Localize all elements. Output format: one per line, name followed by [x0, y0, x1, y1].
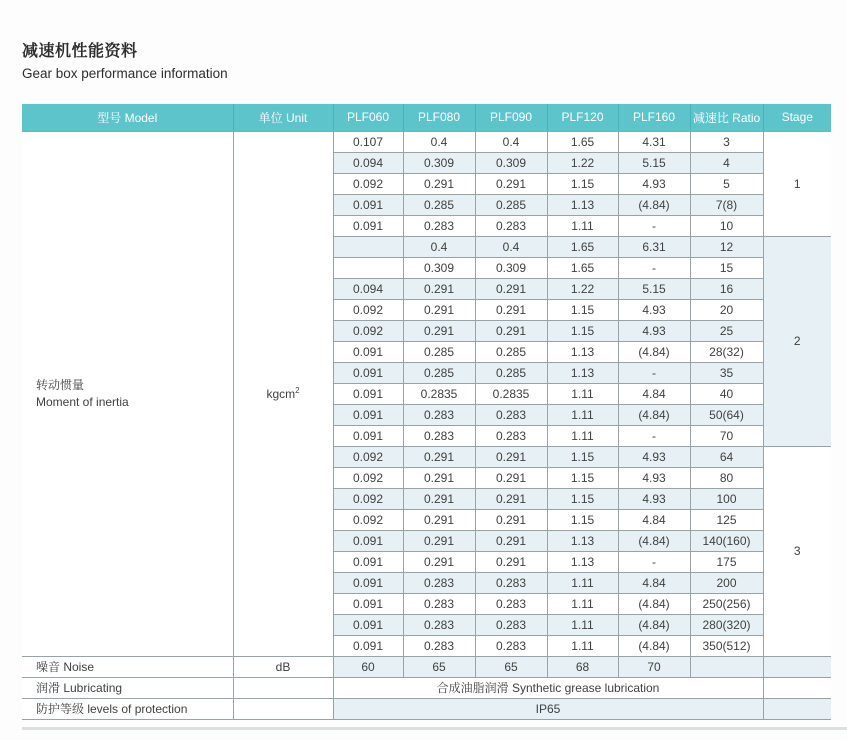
plf120-cell: 1.11: [547, 614, 618, 635]
ratio-cell: 280(320): [690, 614, 763, 635]
plf160-cell: 4.93: [618, 320, 690, 341]
plf060-cell: 0.092: [333, 488, 403, 509]
plf060-cell: 0.091: [333, 614, 403, 635]
header-plf080: PLF080: [403, 104, 475, 131]
plf080-cell: 0.291: [403, 320, 475, 341]
plf080-cell: 0.291: [403, 467, 475, 488]
plf120-cell: 1.13: [547, 194, 618, 215]
noise-value-plf080: 65: [403, 656, 475, 677]
ratio-cell: 28(32): [690, 341, 763, 362]
plf090-cell: 0.291: [475, 530, 547, 551]
plf060-cell: 0.091: [333, 572, 403, 593]
plf060-cell: [333, 257, 403, 278]
plf090-cell: 0.291: [475, 173, 547, 194]
plf160-cell: 4.31: [618, 131, 690, 152]
noise-value-plf120: 68: [547, 656, 618, 677]
plf160-cell: -: [618, 551, 690, 572]
plf090-cell: 0.291: [475, 488, 547, 509]
plf090-cell: 0.283: [475, 215, 547, 236]
plf160-cell: 4.93: [618, 467, 690, 488]
plf160-cell: -: [618, 215, 690, 236]
ratio-cell: 350(512): [690, 635, 763, 656]
plf060-cell: 0.091: [333, 194, 403, 215]
plf080-cell: 0.283: [403, 425, 475, 446]
noise-ratio-empty: [690, 656, 763, 677]
inertia-unit-cell: kgcm$^2$: [233, 131, 333, 656]
data-row: [22, 131, 831, 152]
plf120-cell: 1.11: [547, 425, 618, 446]
plf090-cell: 0.285: [475, 341, 547, 362]
ratio-cell: 5: [690, 173, 763, 194]
plf120-cell: 1.11: [547, 593, 618, 614]
plf120-cell: 1.11: [547, 383, 618, 404]
noise-row: [22, 656, 831, 677]
plf090-cell: 0.309: [475, 152, 547, 173]
plf090-cell: 0.283: [475, 404, 547, 425]
plf090-cell: 0.309: [475, 257, 547, 278]
plf120-cell: 1.65: [547, 236, 618, 257]
plf080-cell: 0.291: [403, 488, 475, 509]
plf060-cell: 0.091: [333, 404, 403, 425]
plf090-cell: 0.283: [475, 635, 547, 656]
protection-row: [22, 698, 831, 719]
plf160-cell: (4.84): [618, 404, 690, 425]
plf160-cell: -: [618, 257, 690, 278]
plf120-cell: 1.22: [547, 278, 618, 299]
plf160-cell: (4.84): [618, 194, 690, 215]
plf160-cell: 5.15: [618, 152, 690, 173]
plf160-cell: 4.93: [618, 173, 690, 194]
plf160-cell: -: [618, 362, 690, 383]
plf090-cell: 0.283: [475, 425, 547, 446]
plf090-cell: 0.291: [475, 446, 547, 467]
plf080-cell: 0.283: [403, 614, 475, 635]
header-stage: Stage: [763, 104, 831, 131]
ratio-cell: 7(8): [690, 194, 763, 215]
plf090-cell: 0.291: [475, 320, 547, 341]
bottom-rule: [22, 727, 847, 730]
plf090-cell: 0.291: [475, 467, 547, 488]
plf120-cell: 1.15: [547, 173, 618, 194]
plf080-cell: 0.2835: [403, 383, 475, 404]
ratio-cell: 3: [690, 131, 763, 152]
protection-unit-empty: [233, 698, 333, 719]
plf080-cell: 0.283: [403, 215, 475, 236]
inertia-label-zh: 转动惯量: [36, 377, 85, 392]
plf080-cell: 0.283: [403, 593, 475, 614]
ratio-cell: 200: [690, 572, 763, 593]
plf060-cell: 0.091: [333, 362, 403, 383]
plf090-cell: 0.283: [475, 572, 547, 593]
plf120-cell: 1.15: [547, 446, 618, 467]
stage-cell: 3: [763, 446, 831, 656]
noise-stage-empty: [763, 656, 831, 677]
plf120-cell: 1.65: [547, 257, 618, 278]
plf120-cell: 1.11: [547, 572, 618, 593]
plf060-cell: 0.091: [333, 215, 403, 236]
ratio-cell: 25: [690, 320, 763, 341]
plf060-cell: 0.092: [333, 173, 403, 194]
header-plf120: PLF120: [547, 104, 618, 131]
plf060-cell: 0.091: [333, 551, 403, 572]
stage-cell: 2: [763, 236, 831, 446]
header-row: [22, 104, 831, 131]
ratio-cell: 50(64): [690, 404, 763, 425]
plf160-cell: 4.93: [618, 299, 690, 320]
plf060-cell: 0.091: [333, 341, 403, 362]
plf120-cell: 1.15: [547, 467, 618, 488]
plf160-cell: 4.93: [618, 446, 690, 467]
ratio-cell: 40: [690, 383, 763, 404]
page-title-zh: 减速机性能资料: [22, 43, 138, 60]
plf080-cell: 0.291: [403, 173, 475, 194]
plf060-cell: [333, 236, 403, 257]
plf090-cell: 0.291: [475, 509, 547, 530]
plf060-cell: 0.091: [333, 593, 403, 614]
header-plf060: PLF060: [333, 104, 403, 131]
ratio-cell: 16: [690, 278, 763, 299]
ratio-cell: 250(256): [690, 593, 763, 614]
plf120-cell: 1.15: [547, 509, 618, 530]
plf080-cell: 0.291: [403, 509, 475, 530]
header-unit: 单位 Unit: [233, 104, 333, 131]
noise-label: 噪音 Noise: [22, 656, 233, 677]
lubricating-stage-empty: [763, 677, 831, 698]
plf160-cell: 6.31: [618, 236, 690, 257]
plf120-cell: 1.11: [547, 404, 618, 425]
plf090-cell: 0.4: [475, 236, 547, 257]
plf120-cell: 1.65: [547, 131, 618, 152]
plf080-cell: 0.309: [403, 152, 475, 173]
plf160-cell: (4.84): [618, 614, 690, 635]
plf160-cell: (4.84): [618, 530, 690, 551]
gearbox-performance-table: [22, 104, 831, 720]
plf060-cell: 0.107: [333, 131, 403, 152]
plf060-cell: 0.094: [333, 278, 403, 299]
plf120-cell: 1.11: [547, 215, 618, 236]
plf120-cell: 1.11: [547, 635, 618, 656]
plf160-cell: 5.15: [618, 278, 690, 299]
plf120-cell: 1.13: [547, 551, 618, 572]
plf060-cell: 0.091: [333, 530, 403, 551]
plf090-cell: 0.285: [475, 362, 547, 383]
plf090-cell: 0.291: [475, 551, 547, 572]
plf160-cell: (4.84): [618, 635, 690, 656]
plf160-cell: 4.84: [618, 383, 690, 404]
plf080-cell: 0.4: [403, 131, 475, 152]
plf120-cell: 1.13: [547, 362, 618, 383]
plf060-cell: 0.091: [333, 425, 403, 446]
lubricating-row: [22, 677, 831, 698]
page-title-en: Gear box performance information: [22, 66, 228, 81]
plf120-cell: 1.15: [547, 299, 618, 320]
ratio-cell: 100: [690, 488, 763, 509]
lubricating-unit-empty: [233, 677, 333, 698]
noise-value-plf090: 65: [475, 656, 547, 677]
protection-stage-empty: [763, 698, 831, 719]
noise-value-plf160: 70: [618, 656, 690, 677]
ratio-cell: 125: [690, 509, 763, 530]
plf160-cell: 4.93: [618, 488, 690, 509]
plf080-cell: 0.291: [403, 299, 475, 320]
plf080-cell: 0.283: [403, 404, 475, 425]
plf120-cell: 1.15: [547, 320, 618, 341]
plf090-cell: 0.4: [475, 131, 547, 152]
ratio-cell: 20: [690, 299, 763, 320]
plf080-cell: 0.283: [403, 635, 475, 656]
ratio-cell: 10: [690, 215, 763, 236]
plf080-cell: 0.309: [403, 257, 475, 278]
plf060-cell: 0.094: [333, 152, 403, 173]
plf160-cell: (4.84): [618, 593, 690, 614]
ratio-cell: 15: [690, 257, 763, 278]
plf060-cell: 0.091: [333, 383, 403, 404]
plf080-cell: 0.291: [403, 551, 475, 572]
inertia-unit-superscript: 2: [295, 385, 300, 395]
inertia-label-cell: [22, 131, 233, 656]
plf160-cell: 4.84: [618, 509, 690, 530]
plf080-cell: 0.285: [403, 362, 475, 383]
plf080-cell: 0.283: [403, 572, 475, 593]
plf160-cell: -: [618, 425, 690, 446]
ratio-cell: 140(160): [690, 530, 763, 551]
plf120-cell: 1.22: [547, 152, 618, 173]
lubricating-value: 合成油脂润滑 Synthetic grease lubrication: [333, 677, 763, 698]
header-ratio: 减速比 Ratio: [690, 104, 763, 131]
ratio-cell: 12: [690, 236, 763, 257]
plf160-cell: (4.84): [618, 341, 690, 362]
plf060-cell: 0.092: [333, 446, 403, 467]
lubricating-label: 润滑 Lubricating: [22, 677, 233, 698]
plf120-cell: 1.15: [547, 488, 618, 509]
plf090-cell: 0.285: [475, 194, 547, 215]
plf160-cell: 4.84: [618, 572, 690, 593]
plf060-cell: 0.092: [333, 299, 403, 320]
header-plf090: PLF090: [475, 104, 547, 131]
plf060-cell: 0.092: [333, 320, 403, 341]
ratio-cell: 80: [690, 467, 763, 488]
plf060-cell: 0.092: [333, 467, 403, 488]
noise-value-plf060: 60: [333, 656, 403, 677]
plf080-cell: 0.291: [403, 446, 475, 467]
stage-cell: 1: [763, 131, 831, 236]
ratio-cell: 64: [690, 446, 763, 467]
plf090-cell: 0.283: [475, 614, 547, 635]
plf090-cell: 0.291: [475, 299, 547, 320]
plf090-cell: 0.291: [475, 278, 547, 299]
ratio-cell: 175: [690, 551, 763, 572]
protection-label: 防护等级 levels of protection: [22, 698, 233, 719]
header-model: 型号 Model: [22, 104, 233, 131]
plf090-cell: 0.2835: [475, 383, 547, 404]
plf120-cell: 1.13: [547, 341, 618, 362]
plf080-cell: 0.285: [403, 194, 475, 215]
plf080-cell: 0.4: [403, 236, 475, 257]
header-plf160: PLF160: [618, 104, 690, 131]
plf060-cell: 0.091: [333, 635, 403, 656]
plf080-cell: 0.291: [403, 278, 475, 299]
ratio-cell: 4: [690, 152, 763, 173]
plf120-cell: 1.13: [547, 530, 618, 551]
plf080-cell: 0.291: [403, 530, 475, 551]
inertia-label-en: Moment of inertia: [36, 394, 129, 409]
ratio-cell: 70: [690, 425, 763, 446]
plf060-cell: 0.092: [333, 509, 403, 530]
ratio-cell: 35: [690, 362, 763, 383]
plf090-cell: 0.283: [475, 593, 547, 614]
protection-value: IP65: [333, 698, 763, 719]
noise-unit: dB: [233, 656, 333, 677]
plf080-cell: 0.285: [403, 341, 475, 362]
